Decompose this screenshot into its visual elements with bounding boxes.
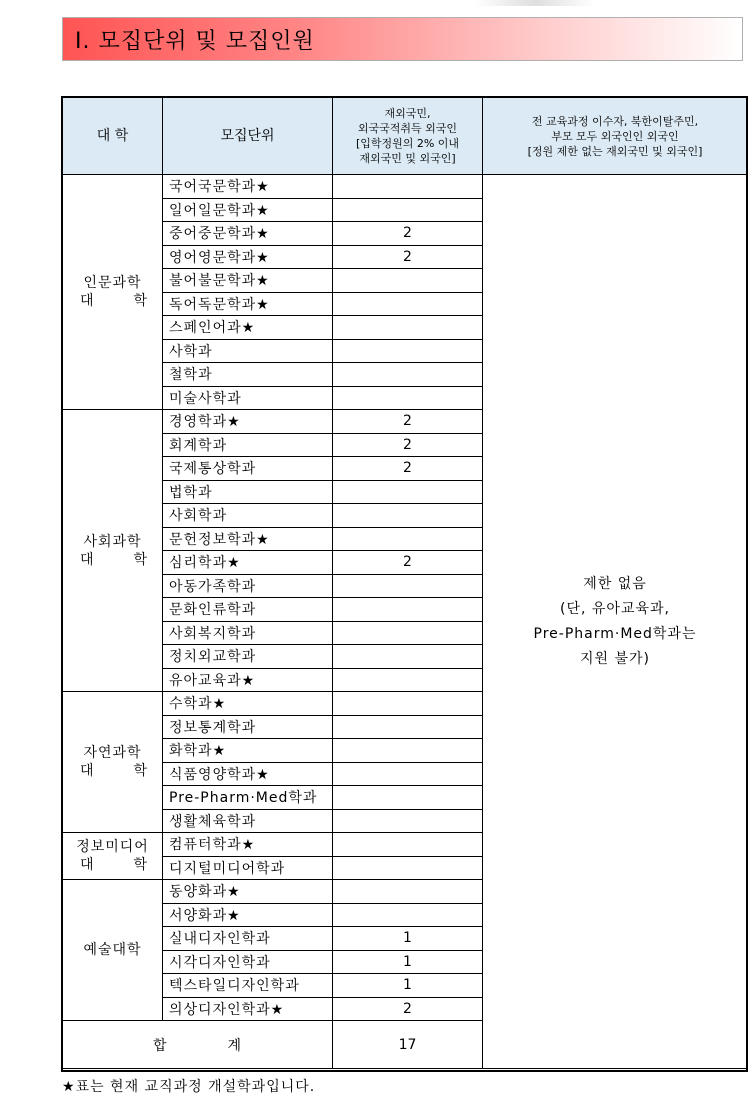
unlimited-note-line: 지원 불가) xyxy=(579,650,650,667)
department-name: 사회학과 xyxy=(163,504,333,528)
department-name: 문화인류학과 xyxy=(163,598,333,622)
header-quota xyxy=(333,98,483,175)
department-name: 화학과★ xyxy=(163,739,333,763)
quota-count xyxy=(333,198,483,222)
header-quota-line: 재외국민, xyxy=(384,107,431,120)
quota-count xyxy=(333,598,483,622)
quota-count: 2 xyxy=(333,551,483,575)
top-decoration xyxy=(475,0,595,6)
department-name: 수학과★ xyxy=(163,692,333,716)
college-name-line1: 정보미디어 xyxy=(76,839,149,855)
department-name: 디지털미디어학과 xyxy=(163,856,333,880)
college-name-line2a: 대 xyxy=(80,763,95,779)
department-name: 사학과 xyxy=(163,339,333,363)
department-name: 식품영양학과★ xyxy=(163,762,333,786)
unlimited-note-line: 제한 없음 xyxy=(583,575,647,592)
quota-count xyxy=(333,316,483,340)
college-name-line1: 예술대학 xyxy=(83,942,142,958)
college-name-line2a: 대 xyxy=(80,551,95,568)
header-unlimited-line: 부모 모두 외국인인 외국인 xyxy=(551,129,679,143)
college-name-line1: 사회과학 xyxy=(83,533,142,550)
department-name: 경영학과★ xyxy=(163,410,333,434)
department-name: 법학과 xyxy=(163,480,333,504)
quota-count xyxy=(333,786,483,810)
quota-count xyxy=(333,880,483,904)
department-name: 컴퓨터학과★ xyxy=(163,833,333,857)
header-unlimited-line: [정원 제한 없는 재외국민 및 외국인] xyxy=(527,144,703,158)
unlimited-note-line: (단, 유아교육과, xyxy=(560,600,670,617)
department-name: 철학과 xyxy=(163,363,333,387)
college-name xyxy=(63,410,163,692)
department-name: Pre-Pharm·Med학과 xyxy=(163,786,333,810)
section-title: Ⅰ. 모집단위 및 모집인원 xyxy=(75,28,315,54)
quota-count xyxy=(333,833,483,857)
college-name xyxy=(63,692,163,833)
department-name: 국어국문학과★ xyxy=(163,175,333,199)
department-name: 독어독문학과★ xyxy=(163,292,333,316)
college-name-line2b: 학 xyxy=(133,763,148,779)
header-unlimited-line: 전 교육과정 이수자, 북한이탈주민, xyxy=(531,114,699,128)
quota-count xyxy=(333,621,483,645)
footnote: ★표는 현재 교직과정 개설학과입니다. xyxy=(62,1079,316,1095)
department-name: 국제통상학과 xyxy=(163,457,333,481)
department-name: 유아교육과★ xyxy=(163,668,333,692)
header-unlimited xyxy=(483,98,748,175)
quota-count xyxy=(333,856,483,880)
department-name: 미술사학과 xyxy=(163,386,333,410)
unlimited-note xyxy=(483,175,748,1069)
college-name-line2 xyxy=(63,762,162,780)
table-body xyxy=(63,175,748,1069)
department-name: 정치외교학과 xyxy=(163,645,333,669)
quota-count: 2 xyxy=(333,410,483,434)
quota-count xyxy=(333,574,483,598)
department-name: 회계학과 xyxy=(163,433,333,457)
department-name: 스페인어과★ xyxy=(163,316,333,340)
quota-count xyxy=(333,527,483,551)
college-name-line2a: 대 xyxy=(80,293,95,309)
department-name: 일어일문학과★ xyxy=(163,198,333,222)
department-name: 중어중문학과★ xyxy=(163,222,333,246)
college-name-line2a: 대 xyxy=(80,857,95,873)
quota-count: 1 xyxy=(333,974,483,998)
quota-count: 2 xyxy=(333,433,483,457)
college-name-line1: 자연과학 xyxy=(83,745,142,761)
department-name: 시각디자인학과 xyxy=(163,950,333,974)
department-name: 서양화과★ xyxy=(163,903,333,927)
quota-count xyxy=(333,903,483,927)
quota-count xyxy=(333,762,483,786)
college-name-line2b: 학 xyxy=(133,857,148,873)
quota-count xyxy=(333,363,483,387)
department-name: 의상디자인학과★ xyxy=(163,997,333,1021)
department-name: 심리학과★ xyxy=(163,551,333,575)
quota-count xyxy=(333,692,483,716)
department-name: 텍스타일디자인학과 xyxy=(163,974,333,998)
college-name xyxy=(63,175,163,410)
college-name-line1: 인문과학 xyxy=(83,275,142,291)
quota-count xyxy=(333,386,483,410)
total-label-a: 합 xyxy=(152,1037,168,1054)
quota-count xyxy=(333,504,483,528)
total-label-b: 계 xyxy=(227,1037,243,1054)
unlimited-note-line: Pre-Pharm·Med학과는 xyxy=(533,625,697,642)
quota-count: 1 xyxy=(333,950,483,974)
quota-count xyxy=(333,809,483,833)
college-name xyxy=(63,833,163,880)
college-name-line2 xyxy=(63,551,162,569)
section-title-bar xyxy=(62,17,743,61)
quota-count xyxy=(333,339,483,363)
table-header-row xyxy=(63,98,748,175)
department-name: 문헌정보학과★ xyxy=(163,527,333,551)
quota-count: 2 xyxy=(333,222,483,246)
department-name: 불어불문학과★ xyxy=(163,269,333,293)
header-quota-line: 외국국적취득 외국인 xyxy=(357,122,458,135)
quota-count: 2 xyxy=(333,997,483,1021)
quota-count xyxy=(333,645,483,669)
quota-count xyxy=(333,292,483,316)
table-row xyxy=(63,175,748,199)
department-name: 영어영문학과★ xyxy=(163,245,333,269)
total-value: 17 xyxy=(333,1021,483,1069)
college-name-line2b: 학 xyxy=(133,293,148,309)
department-name: 생활체육학과 xyxy=(163,809,333,833)
college-name xyxy=(63,880,163,1021)
quota-count: 2 xyxy=(333,457,483,481)
quota-count xyxy=(333,668,483,692)
quota-table xyxy=(62,97,748,1069)
quota-count xyxy=(333,175,483,199)
quota-count xyxy=(333,480,483,504)
college-name-line2 xyxy=(63,292,162,310)
quota-count xyxy=(333,739,483,763)
quota-table-container xyxy=(62,97,748,1069)
college-name-line2b: 학 xyxy=(133,551,148,568)
department-name: 실내디자인학과 xyxy=(163,927,333,951)
department-name: 사회복지학과 xyxy=(163,621,333,645)
header-college: 대 학 xyxy=(63,98,163,175)
total-label xyxy=(63,1021,333,1069)
quota-count xyxy=(333,715,483,739)
quota-count: 2 xyxy=(333,245,483,269)
header-quota-line: [입학정원의 2% 이내 xyxy=(355,137,460,150)
department-name: 아동가족학과 xyxy=(163,574,333,598)
college-name-line2 xyxy=(63,856,162,874)
quota-count: 1 xyxy=(333,927,483,951)
quota-count xyxy=(333,269,483,293)
header-unit: 모집단위 xyxy=(163,98,333,175)
department-name: 동양화과★ xyxy=(163,880,333,904)
header-quota-line: 재외국민 및 외국인] xyxy=(359,152,456,165)
department-name: 정보통계학과 xyxy=(163,715,333,739)
